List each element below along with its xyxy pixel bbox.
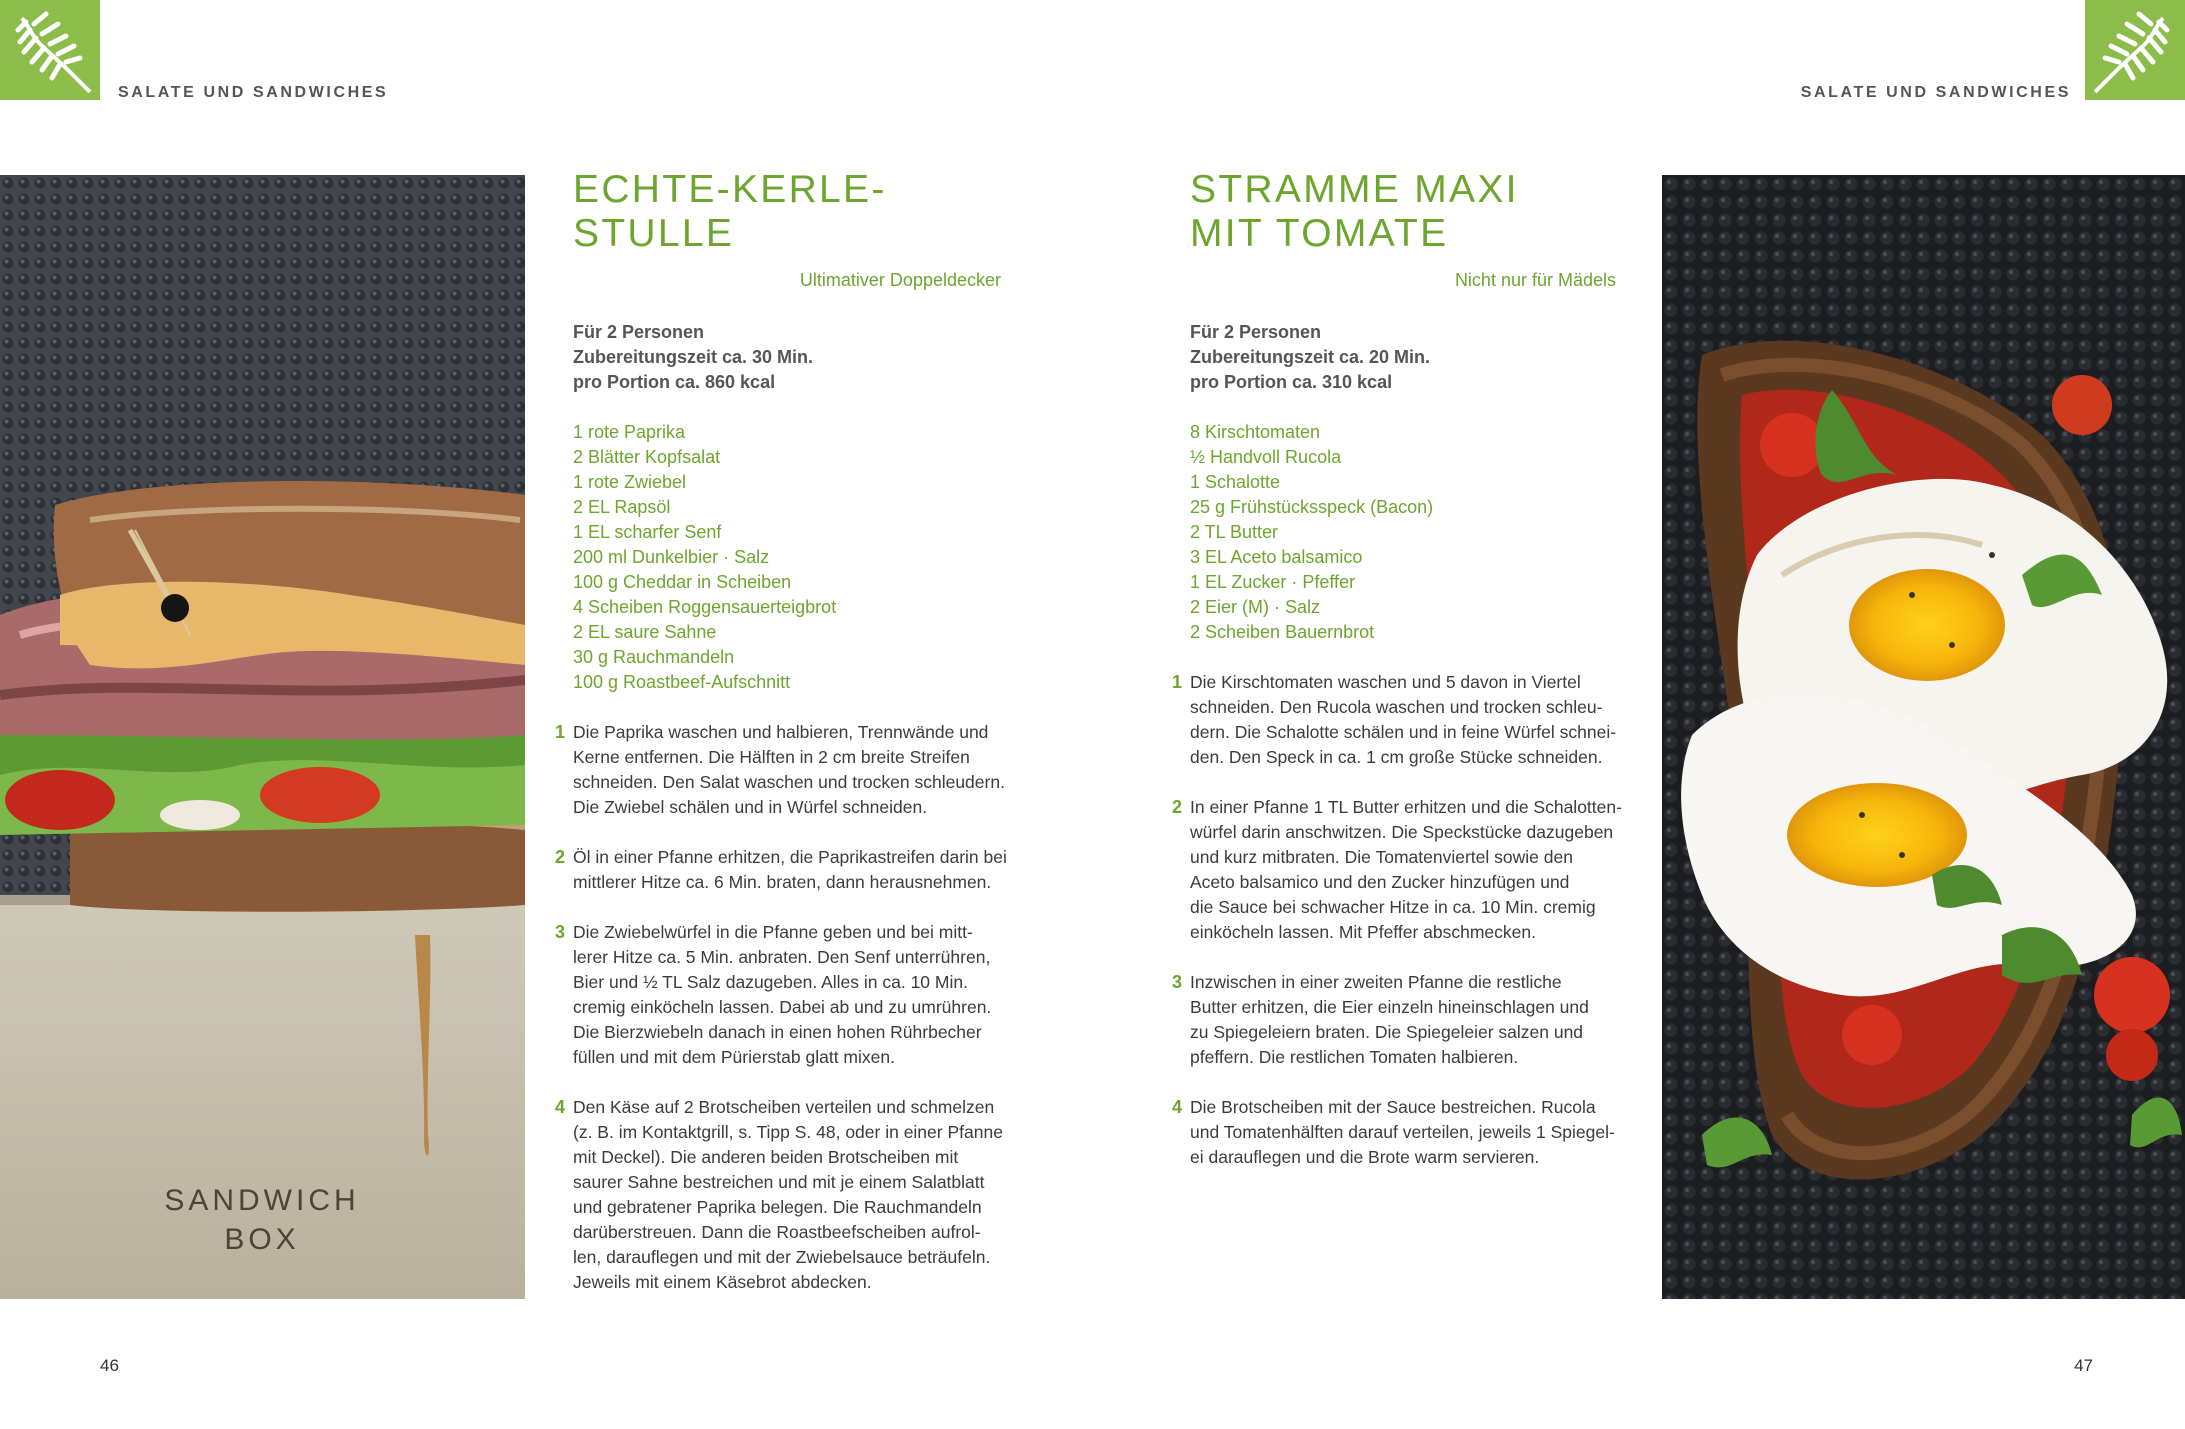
step-number: 3 [555,922,566,942]
ingredient-item: 100 g Cheddar in Scheiben [573,572,792,592]
prep-time: Zubereitungszeit ca. 20 Min. [1190,347,1431,367]
servings: Für 2 Personen [573,322,705,342]
step-text: füllen und mit dem Pürierstab glatt mixen. [573,1047,895,1067]
step-number: 4 [1172,1097,1183,1117]
ingredient-item: 25 g Frühstücksspeck (Bacon) [1190,497,1434,517]
step-text: Jeweils mit einem Käsebrot abdecken. [573,1272,872,1292]
ingredient-item: 1 EL scharfer Senf [573,522,722,542]
step-3 [1172,970,1616,1070]
running-head-right: SALATE UND SANDWICHES [1800,84,2071,101]
step-text: Den Käse auf 2 Brotscheiben verteilen und schmelzen [573,1097,995,1117]
step-number: 3 [1172,972,1183,992]
step-1 [555,720,1005,820]
step-text: Die Zwiebel schälen und in Würfel schneiden. [573,797,928,817]
step-list [555,720,1007,1295]
recipe-echte-kerle-stulle [555,168,1007,1320]
sandwich-photo [0,175,525,1299]
step-number: 2 [555,847,566,867]
step-number: 2 [1172,797,1183,817]
step-text: cremig einköcheln lassen. Dabei ab und zu umrühren. [573,997,992,1017]
step-text: würfel darin anschwitzen. Die Speckstücke dazugeben [1190,822,1614,842]
step-text: darüberstreuen. Dann die Roastbeefscheiben aufrol- [573,1222,981,1242]
recipe-title: ECHTE-KERLE-STULLE [573,168,887,255]
corner-leaf-marker-right [2085,0,2185,100]
step-text: (z. B. im Kontaktgrill, s. Tipp S. 48, oder in einer Pfanne [573,1122,1003,1142]
step-text: Inzwischen in einer zweiten Pfanne die restliche [1190,972,1562,992]
step-text: und Tomatenhälften darauf verteilen, jeweils 1 Spiegel- [1190,1122,1615,1142]
step-1 [1172,670,1617,770]
step-text: schneiden. Den Rucola waschen und trocken schleu- [1190,697,1603,717]
step-list [1172,670,1622,1170]
step-text: In einer Pfanne 1 TL Butter erhitzen und die Schalotten- [1190,797,1622,817]
step-2 [1172,795,1622,945]
step-text: den. Den Speck in ca. 1 cm große Stücke schneiden. [1190,747,1603,767]
running-head-left: SALATE UND SANDWICHES [118,84,389,101]
ingredient-item: 2 Scheiben Bauernbrot [1190,622,1375,642]
ingredient-item: 2 Blätter Kopfsalat [573,447,721,467]
ingredient-item: 30 g Rauchmandeln [573,647,735,667]
corner-leaf-marker-left [0,0,100,100]
step-text: pfeffern. Die restlichen Tomaten halbieren. [1190,1047,1519,1067]
step-text: Die Kirschtomaten waschen und 5 davon in Viertel [1190,672,1581,692]
ingredient-item: 2 EL saure Sahne [573,622,717,642]
arugula-leaf-icon [0,0,100,100]
step-text: mit Deckel). Die anderen beiden Brotscheiben mit [573,1147,959,1167]
step-4 [1172,1095,1616,1170]
step-text: schneiden. Den Salat waschen und trocken schleudern. [573,772,1005,792]
step-2 [555,845,1007,895]
fried-egg-toast-photo [1662,175,2185,1299]
ingredient-item: 8 Kirschtomaten [1190,422,1321,442]
step-text: und kurz mitbraten. Die Tomatenviertel sowie den [1190,847,1573,867]
step-text: dern. Die Schalotte schälen und in feine Würfel schnei- [1190,722,1617,742]
box-label-line1: SANDWICH [164,1184,360,1217]
step-3 [555,920,1001,1070]
calories: pro Portion ca. 860 kcal [573,372,776,392]
step-number: 1 [1172,672,1183,692]
calories: pro Portion ca. 310 kcal [1190,372,1393,392]
ingredient-list [573,420,1001,695]
step-text: saurer Sahne bestreichen und mit je einem Salatblatt [573,1172,985,1192]
step-text: Die Bierzwiebeln danach in einen hohen Rührbecher [573,1022,982,1042]
ingredient-item: 1 EL Zucker · Pfeffer [1190,572,1356,592]
step-text: Kerne entfernen. Die Hälften in 2 cm breite Streifen [573,747,970,767]
step-4 [555,1095,1003,1295]
ingredient-item: 1 rote Zwiebel [573,472,687,492]
step-number: 4 [555,1097,566,1117]
step-number: 1 [555,722,566,742]
step-text: Die Zwiebelwürfel in die Pfanne geben und bei mitt- [573,922,973,942]
ingredient-item: 3 EL Aceto balsamico [1190,547,1363,567]
ingredient-item: 1 rote Paprika [573,422,686,442]
recipe-meta [1190,320,1616,395]
recipe-title-line1: STRAMME MAXI [1190,168,1519,211]
step-text: Butter erhitzen, die Eier einzeln hineinschlagen und [1190,997,1589,1017]
recipe-subtitle: Ultimativer Doppeldecker [799,270,1001,290]
step-text: einköcheln lassen. Mit Pfeffer abschmecken. [1190,922,1536,942]
step-text: die Sauce bei schwacher Hitze in ca. 10 Min. cremig [1190,897,1596,917]
recipe-stramme-maxi [1172,168,1622,1195]
step-text: mittlerer Hitze ca. 6 Min. braten, dann herausnehmen. [573,872,992,892]
ingredient-list [1190,420,1616,645]
step-text: Öl in einer Pfanne erhitzen, die Paprikastreifen darin bei [573,847,1007,867]
step-text: Die Brotscheiben mit der Sauce bestreichen. Rucola [1190,1097,1596,1117]
servings: Für 2 Personen [1190,322,1322,342]
page-number-right: 47 [2074,1356,2093,1375]
ingredient-item: 100 g Roastbeef-Aufschnitt [573,672,791,692]
step-text: ei darauflegen und die Brote warm servieren. [1190,1147,1540,1167]
recipe-subtitle: Nicht nur für Mädels [1454,270,1616,290]
step-text: und gebratener Paprika belegen. Die Rauchmandeln [573,1197,982,1217]
recipe-title-line2: MIT TOMATE [1190,212,1449,255]
step-text: len, darauflegen und mit der Zwiebelsauce beträufeln. [573,1247,991,1267]
recipe-meta [573,320,1001,395]
ingredient-item: 1 Schalotte [1190,472,1281,492]
ingredient-item: 200 ml Dunkelbier · Salz [573,547,770,567]
step-text: Die Paprika waschen und halbieren, Trennwände und [573,722,989,742]
page-number-left: 46 [100,1356,119,1375]
arugula-leaf-icon [2085,0,2185,100]
prep-time: Zubereitungszeit ca. 30 Min. [573,347,814,367]
ingredient-item: 2 TL Butter [1190,522,1279,542]
ingredient-item: 2 Eier (M) · Salz [1190,597,1321,617]
recipe-title [1190,168,1616,256]
ingredient-item: ½ Handvoll Rucola [1190,447,1342,467]
step-text: Bier und ½ TL Salz dazugeben. Alles in ca. 10 Min. [573,972,968,992]
step-text: Aceto balsamico und den Zucker hinzufügen und [1190,872,1570,892]
step-text: zu Spiegeleiern braten. Die Spiegeleier salzen und [1190,1022,1584,1042]
box-label-line2: BOX [224,1223,300,1256]
ingredient-item: 4 Scheiben Roggensauerteigbrot [573,597,837,617]
ingredient-item: 2 EL Rapsöl [573,497,671,517]
step-text: lerer Hitze ca. 5 Min. anbraten. Den Senf unterrühren, [573,947,991,967]
